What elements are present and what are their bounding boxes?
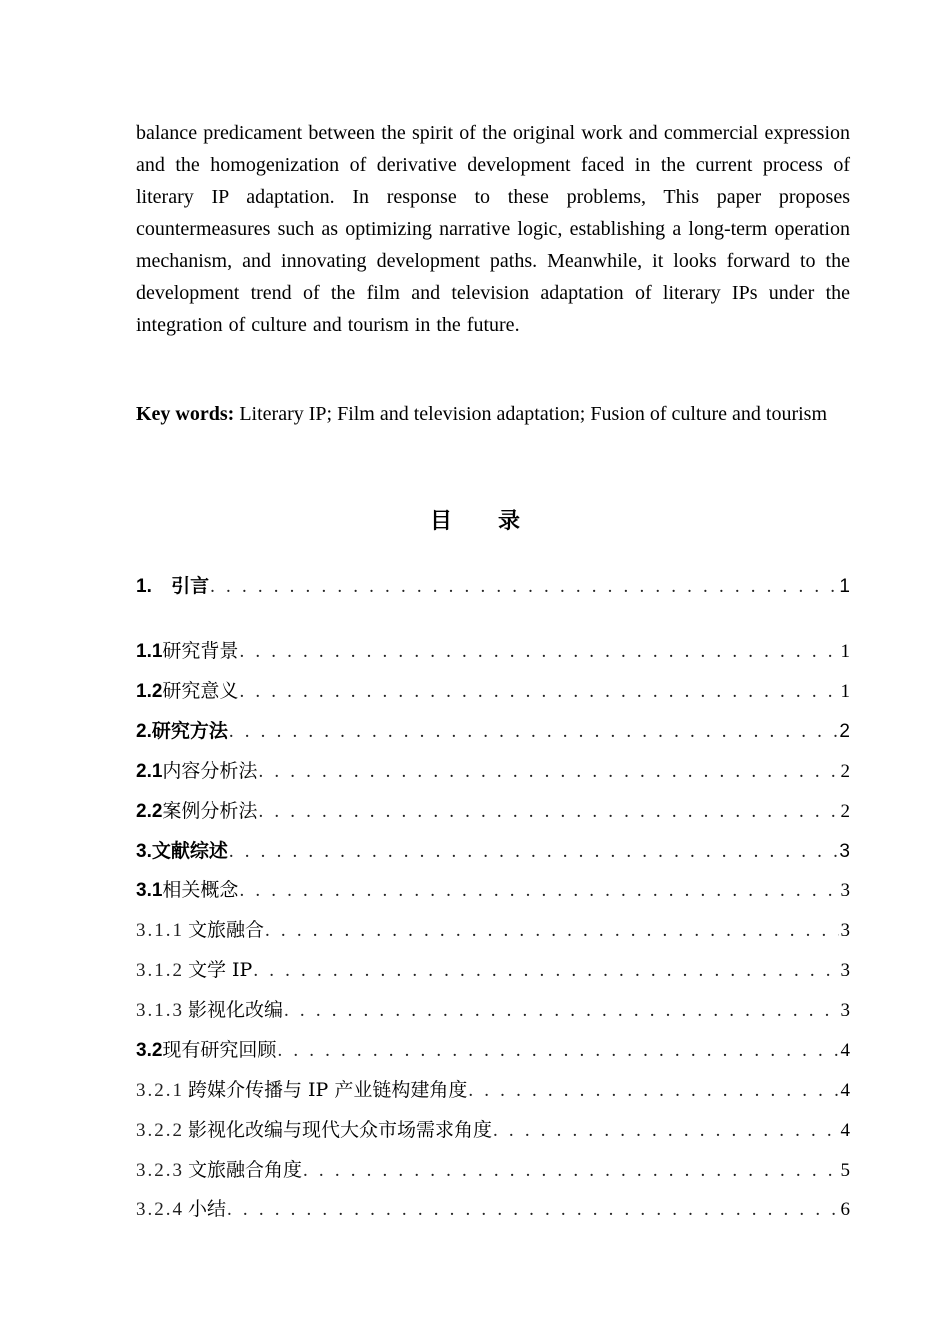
- toc-entry-page: 3: [840, 880, 850, 901]
- toc-entry-label: [136, 956, 252, 984]
- toc-entry[interactable]: [136, 717, 850, 745]
- toc-entry-number: 2.: [136, 721, 152, 742]
- toc-entry-label: [136, 572, 209, 600]
- toc-entry-title: 影视化改编: [188, 999, 284, 1021]
- toc-leader-dots: [468, 1077, 838, 1104]
- toc-entry-number: 3.2.2: [136, 1120, 184, 1141]
- toc-entry-page: 2: [840, 801, 850, 822]
- toc-entry-number: 3.1.3: [136, 1000, 184, 1021]
- toc-entry-label: [136, 1036, 276, 1064]
- toc-leader-dots: [258, 758, 838, 785]
- toc-entry[interactable]: [136, 1195, 850, 1223]
- toc-entry-page: 2: [839, 721, 850, 742]
- toc-entry-label: [136, 757, 257, 785]
- toc-entry[interactable]: [136, 1036, 850, 1064]
- toc-entry-number: 1.1: [136, 641, 163, 662]
- toc-entry-page: 1: [839, 576, 850, 597]
- toc-entry[interactable]: [136, 1076, 850, 1104]
- toc-entry-number: 3.: [136, 841, 152, 862]
- toc-entry-number: 1.2: [136, 681, 163, 702]
- toc-entry-number: 3.2.1: [136, 1080, 184, 1101]
- toc-entry-number: 2.2: [136, 801, 163, 822]
- toc-entry-number: 3.1.2: [136, 960, 184, 981]
- toc-leader-dots: [258, 798, 838, 825]
- toc-leader-dots: [265, 917, 838, 944]
- toc-entry-number: 3.2.4: [136, 1199, 184, 1220]
- toc-entry-title: 内容分析法: [162, 760, 258, 782]
- toc-entry-number: 3.2: [136, 1040, 163, 1061]
- toc-leader-dots: [210, 573, 837, 600]
- toc-entry-page: 3: [839, 841, 850, 862]
- toc-entry-number: 3.1.1: [136, 920, 184, 941]
- toc-entry-title: 跨媒介传播与 IP 产业链构建角度: [188, 1079, 468, 1101]
- abstract-paragraph: balance predicament between the spirit of the original work and commercial expression and the homogenization of derivative development faced in the current process of literary IP adaptation. In response to these problems, This paper proposes countermeasures such as optimizing narrative logic, establishing a long-term operation mechanism, and innovating development paths. Meanwhile, it looks forward to the development trend of the film and television adaptation of literary IPs under the integration of culture and tourism in the future.: [136, 122, 850, 336]
- toc-entry-page: 3: [840, 920, 850, 941]
- toc-entry-label: [136, 876, 238, 904]
- toc-entry[interactable]: [136, 637, 850, 665]
- toc-leader-dots: [229, 838, 838, 865]
- toc-entry-number: 1.: [136, 576, 158, 597]
- toc-entry-label: [136, 837, 228, 865]
- toc-title: 目录: [429, 509, 566, 534]
- toc-entry-number: 2.1: [136, 761, 163, 782]
- toc-leader-dots: [284, 997, 838, 1024]
- toc-entry-page: 4: [840, 1080, 850, 1101]
- toc-entry-title: 小结: [188, 1198, 227, 1220]
- toc-entry[interactable]: [136, 996, 850, 1024]
- toc-leader-dots: [303, 1157, 838, 1184]
- toc-entry[interactable]: [136, 572, 850, 600]
- toc-entry-title: 研究意义: [162, 680, 239, 702]
- keywords-text: Literary IP; Film and television adaptation; Fusion of culture and tourism: [239, 403, 828, 425]
- toc-entry[interactable]: [136, 797, 850, 825]
- toc-entry-number: 3.1: [136, 880, 163, 901]
- toc-entry[interactable]: [136, 1156, 850, 1184]
- toc-entry-title: 案例分析法: [162, 800, 258, 822]
- toc-entry-page: 1: [840, 681, 850, 702]
- toc-entry-title: 研究背景: [162, 640, 239, 662]
- toc-entry-label: [136, 1156, 302, 1184]
- toc-entry-label: [136, 1195, 226, 1223]
- toc-leader-dots: [493, 1117, 838, 1144]
- keywords-paragraph: [136, 398, 850, 430]
- toc-entry-title: 文旅融合: [188, 919, 265, 941]
- toc-entry-label: [136, 797, 257, 825]
- toc-entry[interactable]: [136, 916, 850, 944]
- toc-entry-page: 4: [840, 1120, 850, 1141]
- toc-leader-dots: [253, 957, 838, 984]
- toc-entry-page: 5: [840, 1160, 850, 1181]
- toc-entry-label: [136, 717, 228, 745]
- toc-entry[interactable]: [136, 757, 850, 785]
- toc-entry-title: 引言: [171, 575, 210, 597]
- toc-entry-label: [136, 637, 238, 665]
- keywords-label: Key words:: [136, 403, 235, 425]
- toc-entry-page: 3: [840, 960, 850, 981]
- toc-entry[interactable]: [136, 677, 850, 705]
- toc-entry-title: 现有研究回顾: [162, 1039, 277, 1061]
- toc-leader-dots: [277, 1037, 838, 1064]
- toc-entry-label: [136, 916, 264, 944]
- toc-entry-page: 4: [840, 1040, 850, 1061]
- toc-leader-dots: [239, 877, 838, 904]
- toc-leader-dots: [229, 718, 838, 745]
- toc-entry-label: [136, 677, 238, 705]
- toc-entry-title: 文学 IP: [188, 959, 253, 981]
- toc-entry-page: 3: [840, 1000, 850, 1021]
- toc-leader-dots: [239, 678, 838, 705]
- toc-entry-title: 影视化改编与现代大众市场需求角度: [188, 1119, 493, 1141]
- toc-entry-title: 相关概念: [162, 879, 239, 901]
- toc-entry-title: 研究方法: [151, 720, 228, 742]
- toc-entry-label: [136, 996, 283, 1024]
- toc-entry-page: 1: [840, 641, 850, 662]
- toc-entry-title: 文献综述: [151, 840, 228, 862]
- toc-entry-number: 3.2.3: [136, 1160, 184, 1181]
- toc-entry[interactable]: [136, 837, 850, 865]
- toc-entry-label: [136, 1076, 467, 1104]
- toc-entry-page: 2: [840, 761, 850, 782]
- toc-entry[interactable]: [136, 956, 850, 984]
- toc-leader-dots: [227, 1196, 838, 1223]
- toc-entry-title: 文旅融合角度: [188, 1159, 303, 1181]
- toc-entry-page: 6: [840, 1199, 850, 1220]
- toc-entry[interactable]: [136, 876, 850, 904]
- toc-entry-label: [136, 1116, 492, 1144]
- toc-entry[interactable]: [136, 1116, 850, 1144]
- toc-leader-dots: [239, 638, 838, 665]
